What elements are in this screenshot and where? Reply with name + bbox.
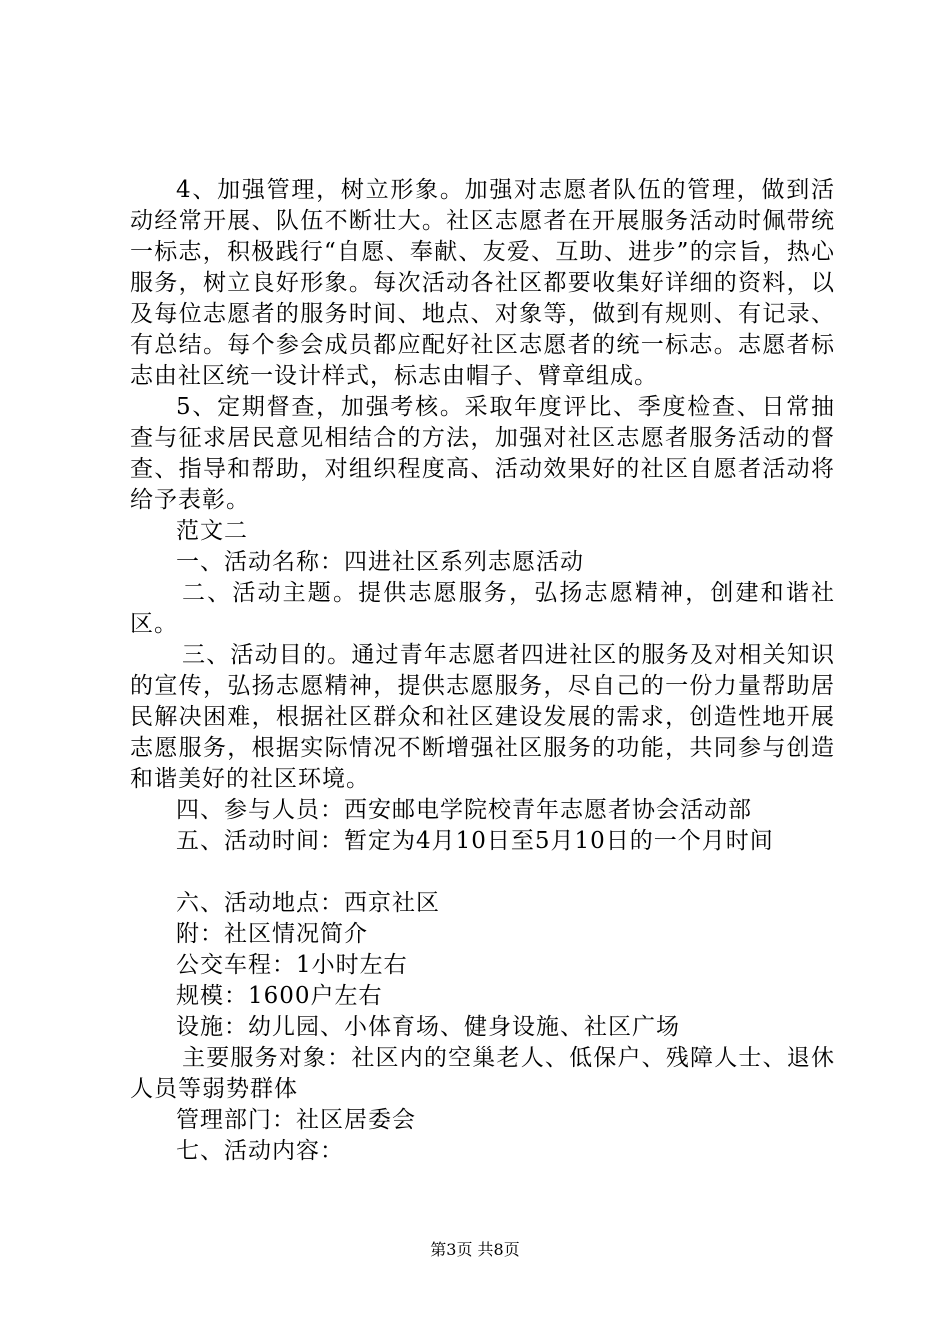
paragraph-facilities: 设施：幼儿园、小体育场、健身设施、社区广场 [176,1014,680,1040]
blank-line [130,857,835,888]
paragraph-activity-content: 七、活动内容： [176,1138,344,1164]
section-heading-sample-two: 范文二 [176,518,248,544]
paragraph-activity-purpose: 三、活动目的。通过青年志愿者四进社区的服务及对相关知识的宣传，弘扬志愿精神，提供志愿服务，尽自己的一份力量帮助居民解决困难，根据社区群众和社区建设发展的需求，创造性地开展志愿服务，根据实际情况不断增强社区服务的功能，共同参与创造和谐美好的社区环境。 [130,642,835,792]
document-body [130,175,835,1167]
paragraph-activity-time: 五、活动时间：暂定为4月10日至5月10日的一个月时间 [176,828,774,854]
paragraph-scale: 规模：1600户左右 [176,983,383,1009]
paragraph-activity-name: 一、活动名称：四进社区系列志愿活动 [176,549,584,575]
paragraph-participants: 四、参与人员：西安邮电学院校青年志愿者协会活动部 [176,797,752,823]
paragraph-community-intro: 附：社区情况简介 [176,921,368,947]
paragraph-service-targets: 主要服务对象：社区内的空巢老人、低保户、残障人士、退休人员等弱势群体 [130,1045,835,1102]
page-footer: 第3页 共8页 [430,1240,520,1259]
paragraph-bus-travel: 公交车程：1小时左右 [176,952,408,978]
paragraph-management-dept: 管理部门：社区居委会 [176,1107,416,1133]
paragraph-activity-location: 六、活动地点：西京社区 [176,890,440,916]
paragraph-activity-theme: 二、活动主题。提供志愿服务，弘扬志愿精神，创建和谐社区。 [130,580,835,637]
paragraph-regular-inspection: 5、定期督查，加强考核。采取年度评比、季度检查、日常抽查与征求居民意见相结合的方法，加强对社区志愿者服务活动的督查、指导和帮助，对组织程度高、活动效果好的社区自愿者活动将给予表彰。 [130,394,835,513]
paragraph-strengthen-management: 4、加强管理，树立形象。加强对志愿者队伍的管理，做到活动经常开展、队伍不断壮大。社区志愿者在开展服务活动时佩带统一标志，积极践行“自愿、奉献、友爱、互助、进步”的宗旨，热心服务，树立良好形象。每次活动各社区都要收集好详细的资料，以及每位志愿者的服务时间、地点、对象等，做到有规则、有记录、有总结。每个参会成员都应配好社区志愿者的统一标志。志愿者标志由社区统一设计样式，标志由帽子、臂章组成。 [130,177,835,389]
